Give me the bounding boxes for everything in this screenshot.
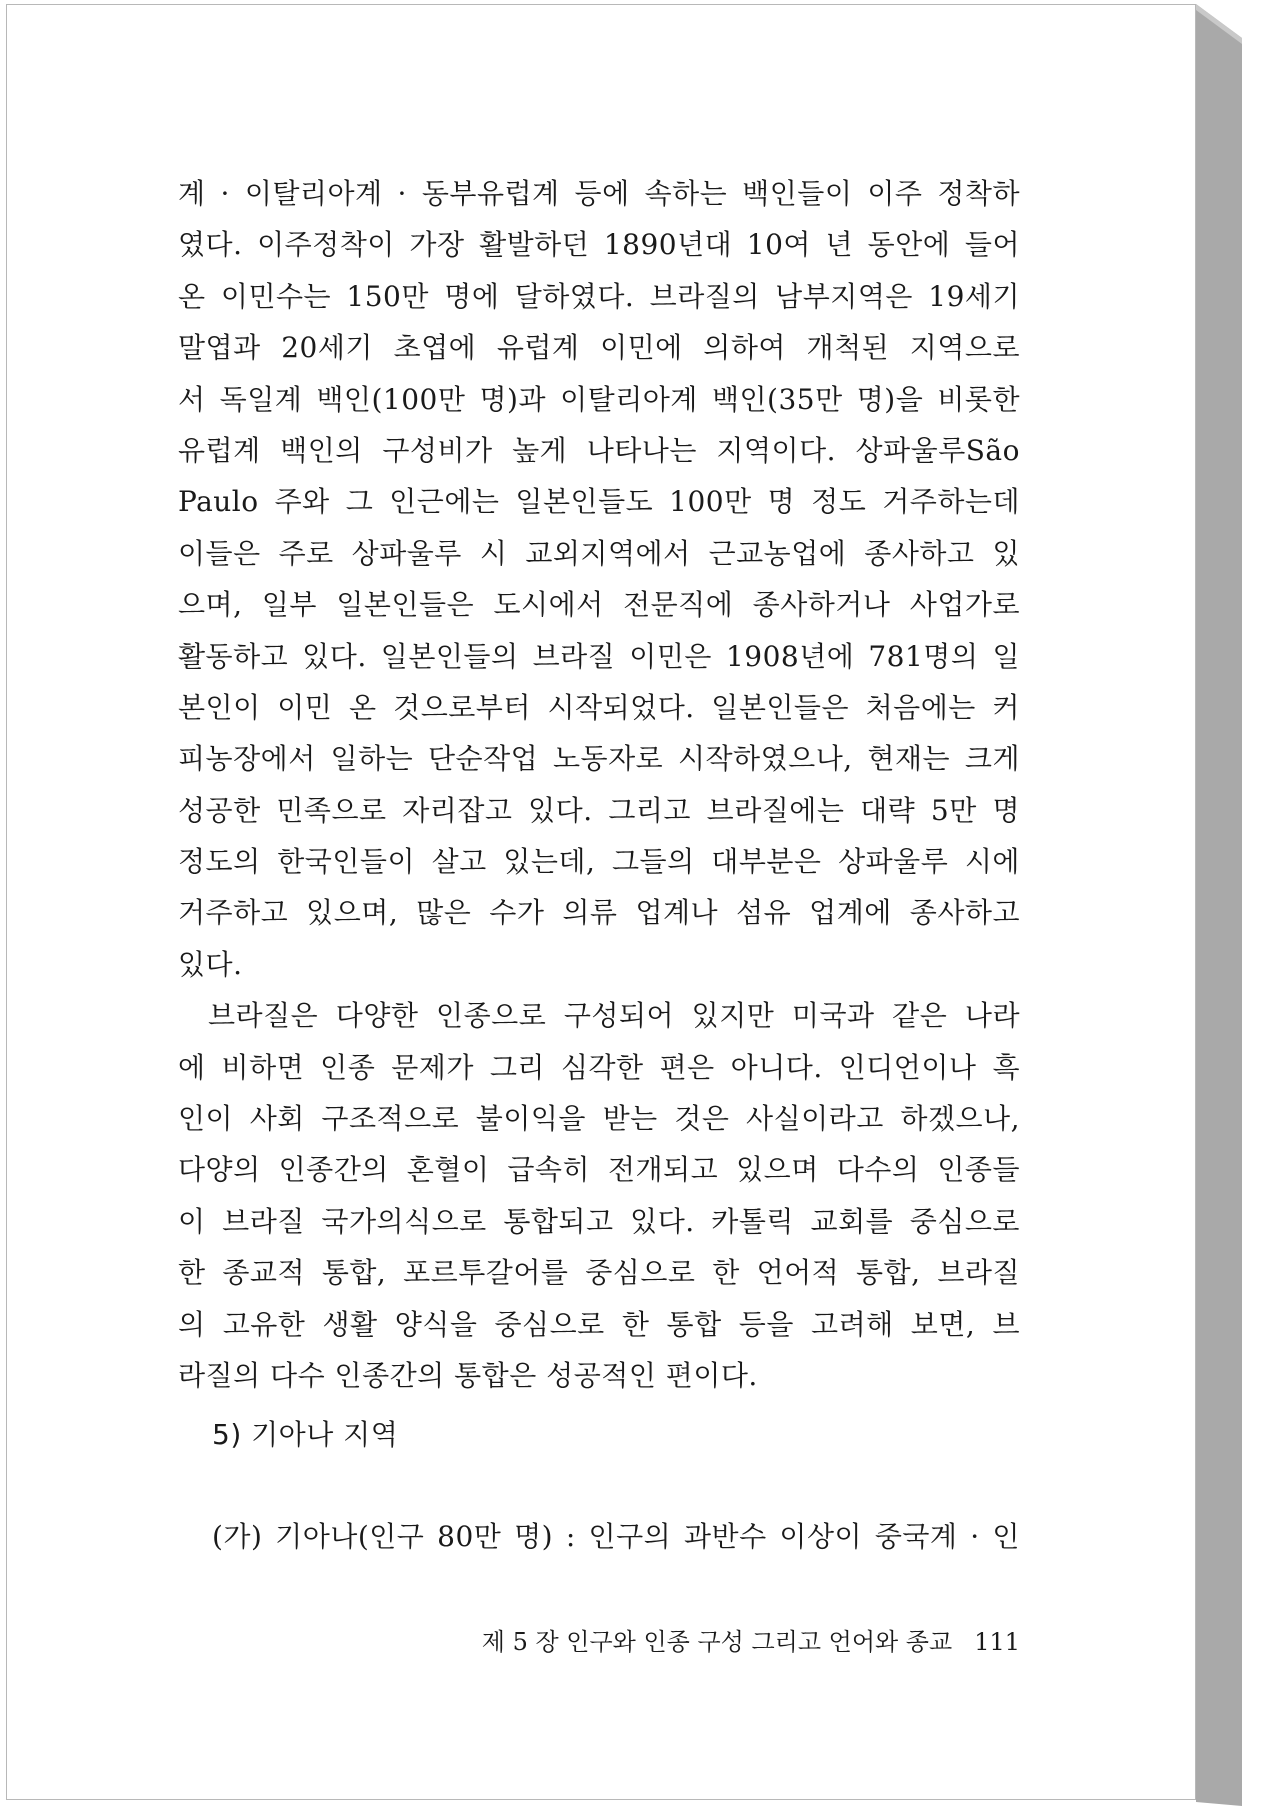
- body-line: 라질의 다수 인종간의 통합은 성공적인 편이다.: [178, 1358, 758, 1392]
- section-heading: 5) 기아나 지역: [212, 1418, 399, 1451]
- body-line: 이 브라질 국가의식으로 통합되고 있다. 카톨릭 교회를 중심으로: [178, 1204, 1020, 1238]
- body-line: 정도의 한국인들이 살고 있는데, 그들의 대부분은 상파울루 시에: [178, 845, 1020, 879]
- body-line: 계 · 이탈리아계 · 동부유럽계 등에 속하는 백인들이 이주 정착하: [178, 177, 1020, 210]
- body-line: 인이 사회 구조적으로 불이익을 받는 것은 사실이라고 하겠으나,: [178, 1102, 1020, 1136]
- page-thickness: [1196, 4, 1242, 1806]
- body-line: 다양의 인종간의 혼혈이 급속히 전개되고 있으며 다수의 인종들: [178, 1153, 1020, 1187]
- body-line: 성공한 민족으로 자리잡고 있다. 그리고 브라질에는 대략 5만 명: [178, 793, 1020, 827]
- body-line: 이들은 주로 상파울루 시 교외지역에서 근교농업에 종사하고 있: [178, 536, 1020, 570]
- body-line: 말엽과 20세기 초엽에 유럽계 이민에 의하여 개척된 지역으로: [178, 331, 1020, 365]
- body-line: 거주하고 있으며, 많은 수가 의류 업계나 섬유 업계에 종사하고: [178, 896, 1020, 930]
- body-line: 있다.: [178, 947, 243, 981]
- body-line: 브라질은 다양한 인종으로 구성되어 있지만 미국과 같은 나라: [208, 999, 1020, 1033]
- body-line: 한 종교적 통합, 포르투갈어를 중심으로 한 언어적 통합, 브라질: [178, 1256, 1020, 1290]
- body-text: [178, 168, 1020, 1401]
- body-line: 의 고유한 생활 양식을 중심으로 한 통합 등을 고려해 보면, 브: [178, 1307, 1020, 1341]
- body-line: 피농장에서 일하는 단순작업 노동자로 시작하였으나, 현재는 크게: [178, 742, 1020, 776]
- body-line: 유럽계 백인의 구성비가 높게 나타나는 지역이다. 상파울루São: [178, 433, 1020, 467]
- running-footer: [482, 1622, 1020, 1657]
- footer-chapter-title: 제 5 장 인구와 인종 구성 그리고 언어와 종교: [481, 1628, 953, 1656]
- body-line: 으며, 일부 일본인들은 도시에서 전문직에 종사하거나 사업가로: [178, 588, 1020, 622]
- body-line: 본인이 이민 온 것으로부터 시작되었다. 일본인들은 처음에는 커: [178, 690, 1020, 724]
- body-line: 서 독일계 백인(100만 명)과 이탈리아계 백인(35만 명)을 비롯한: [178, 382, 1020, 416]
- body-line: 온 이민수는 150만 명에 달하였다. 브라질의 남부지역은 19세기: [178, 279, 1020, 313]
- body-line: Paulo 주와 그 인근에는 일본인들도 100만 명 정도 거주하는데: [178, 485, 1020, 519]
- subsection-line: (가) 기아나(인구 80만 명) : 인구의 과반수 이상이 중국계 · 인: [212, 1520, 1020, 1553]
- body-line: 활동하고 있다. 일본인들의 브라질 이민은 1908년에 781명의 일: [178, 639, 1020, 673]
- body-line: 에 비하면 인종 문제가 그리 심각한 편은 아니다. 인디언이나 흑: [178, 1050, 1020, 1084]
- body-line: 였다. 이주정착이 가장 활발하던 1890년대 10여 년 동안에 들어: [178, 228, 1020, 262]
- page-number: 111: [974, 1628, 1020, 1656]
